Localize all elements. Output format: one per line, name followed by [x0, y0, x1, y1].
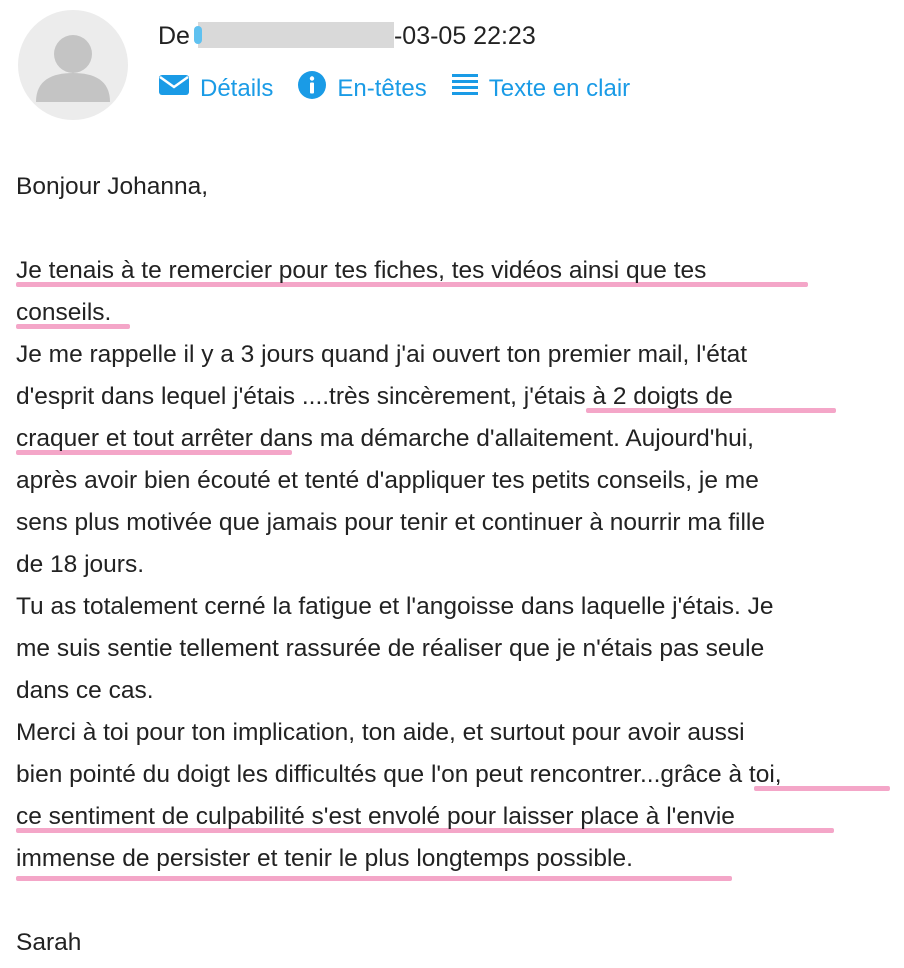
list-icon [451, 71, 479, 106]
envelope-icon [158, 73, 190, 104]
body-line: Tu as totalement cerné la fatigue et l'angoisse dans laquelle j'étais. Je [16, 593, 774, 620]
from-prefix: De [158, 22, 190, 50]
body-line: après avoir bien écouté et tenté d'appliquer tes petits conseils, je me [16, 467, 759, 494]
plain-text-link[interactable] [451, 71, 630, 106]
body-line: Je tenais à te remercier pour tes fiches, tes vidéos ainsi que tes [16, 257, 707, 284]
avatar [18, 10, 128, 120]
body-line: sens plus motivée que jamais pour tenir et continuer à nourrir ma fille [16, 509, 765, 536]
body-line: craquer et tout arrêter dans ma démarche d'allaitement. Aujourd'hui, [16, 425, 754, 452]
body-line: immense de persister et tenir le plus longtemps possible. [16, 845, 633, 872]
sender-line [158, 20, 536, 52]
greeting: Bonjour Johanna, [16, 173, 209, 200]
body-line: dans ce cas. [16, 677, 154, 704]
message-body [16, 166, 896, 964]
headers-link[interactable] [297, 70, 426, 107]
details-label: Détails [200, 74, 274, 102]
plain-text-label: Texte en clair [488, 74, 631, 102]
user-silhouette-icon [18, 10, 128, 120]
body-line: de 18 jours. [16, 551, 145, 578]
paragraph-gap [16, 208, 896, 250]
message-actions [158, 70, 654, 107]
paragraph-gap [16, 880, 896, 922]
body-line: Je me rappelle il y a 3 jours quand j'ai ouvert ton premier mail, l'état [16, 341, 748, 368]
headers-label: En-têtes [337, 74, 427, 102]
body-line: d'esprit dans lequel j'étais ....très sincèrement, j'étais à 2 doigts de [16, 383, 733, 410]
body-line: ce sentiment de culpabilité s'est envolé pour laisser place à l'envie [16, 803, 735, 830]
body-line: me suis sentie tellement rassurée de réaliser que je n'étais pas seule [16, 635, 765, 662]
sent-date: -03-05 22:23 [393, 22, 536, 50]
redacted-sender [198, 22, 394, 48]
body-line: conseils. [16, 299, 112, 326]
body-line: bien pointé du doigt les difficultés que l'on peut rencontrer...grâce à toi, [16, 761, 782, 788]
details-link[interactable] [158, 73, 273, 104]
signature: Sarah [16, 929, 82, 956]
info-icon [297, 70, 327, 107]
body-line: Merci à toi pour ton implication, ton aide, et surtout pour avoir aussi [16, 719, 745, 746]
